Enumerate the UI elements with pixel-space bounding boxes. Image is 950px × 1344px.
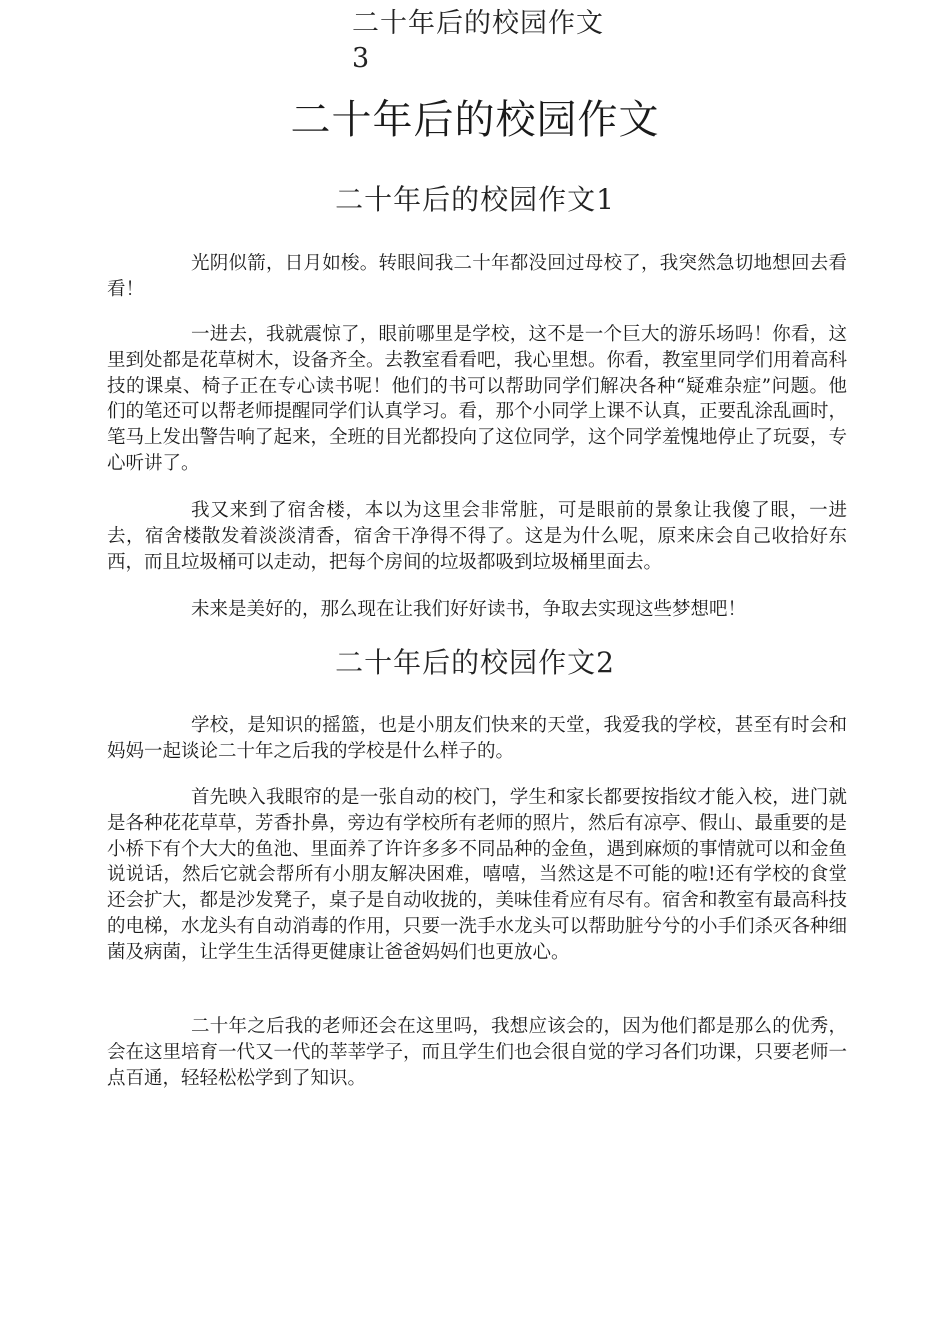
section-heading-1: 二十年后的校园作文1	[335, 183, 615, 216]
paragraph: 我又来到了宿舍楼，本以为这里会非常脏，可是眼前的景象让我傻了眼，一进去，宿舍楼散发着淡淡清香，宿舍干净得不得了。这是为什么呢，原来床会自己收拾好东西，而且垃圾桶可以走动，把每个房间的垃圾都吸到垃圾桶里面去。	[107, 500, 847, 573]
section-heading-2: 二十年后的校园作文2	[335, 646, 615, 679]
paragraph: 学校，是知识的摇篮，也是小朋友们快来的天堂，我爱我的学校，甚至有时会和妈妈一起谈论二十年之后我的学校是什么样子的。	[107, 715, 847, 762]
paragraph: 光阴似箭，日月如梭。转眼间我二十年都没回过母校了，我突然急切地想回去看看！	[107, 253, 847, 300]
paragraph: 二十年之后我的老师还会在这里吗，我想应该会的，因为他们都是那么的优秀，会在这里培育一代又一代的莘莘学子，而且学生们也会很自觉的学习各们功课，只要老师一点百通，轻轻松松学到了知识。	[107, 1016, 848, 1089]
header-title-line2: 3	[352, 43, 371, 74]
paragraph: 未来是美好的，那么现在让我们好好读书，争取去实现这些梦想吧！	[191, 599, 747, 620]
header-title-line1: 二十年后的校园作文	[352, 8, 604, 39]
header-title	[352, 6, 652, 76]
paragraph: 一进去，我就震惊了，眼前哪里是学校，这不是一个巨大的游乐场吗！你看，这里到处都是花草树木，设备齐全。去教室看看吧，我心里想。你看，教室里同学们用着高科技的课桌、椅子正在专心读书呢！他们的书可以帮助同学们解决各种“疑难杂症”问题。他们的笔还可以帮老师提醒同学们认真学习。看，那个小同学上课不认真，正要乱涂乱画时，笔马上发出警告响了起来，全班的目光都投向了这位同学，这个同学羞愧地停止了玩耍，专心听讲了。	[107, 324, 848, 474]
paragraph: 首先映入我眼帘的是一张自动的校门，学生和家长都要按指纹才能入校，进门就是各种花花草草，芳香扑鼻，旁边有学校所有老师的照片，然后有凉亭、假山、最重要的是小桥下有个大大的鱼池、里面养了许许多多不同品种的金鱼，遇到麻烦的事情就可以和金鱼说说话，然后它就会帮所有小朋友解决困难，嘻嘻，当然这是不可能的啦!还有学校的食堂还会扩大，都是沙发凳子，桌子是自动收拢的，美味佳肴应有尽有。宿舍和教室有最高科技的电梯，水龙头有自动消毒的作用，只要一洗手水龙头可以帮助脏兮兮的小手们杀灭各种细菌及病菌，让学生生活得更健康让爸爸妈妈们也更放心。	[107, 787, 848, 963]
document-title: 二十年后的校园作文	[290, 97, 660, 143]
